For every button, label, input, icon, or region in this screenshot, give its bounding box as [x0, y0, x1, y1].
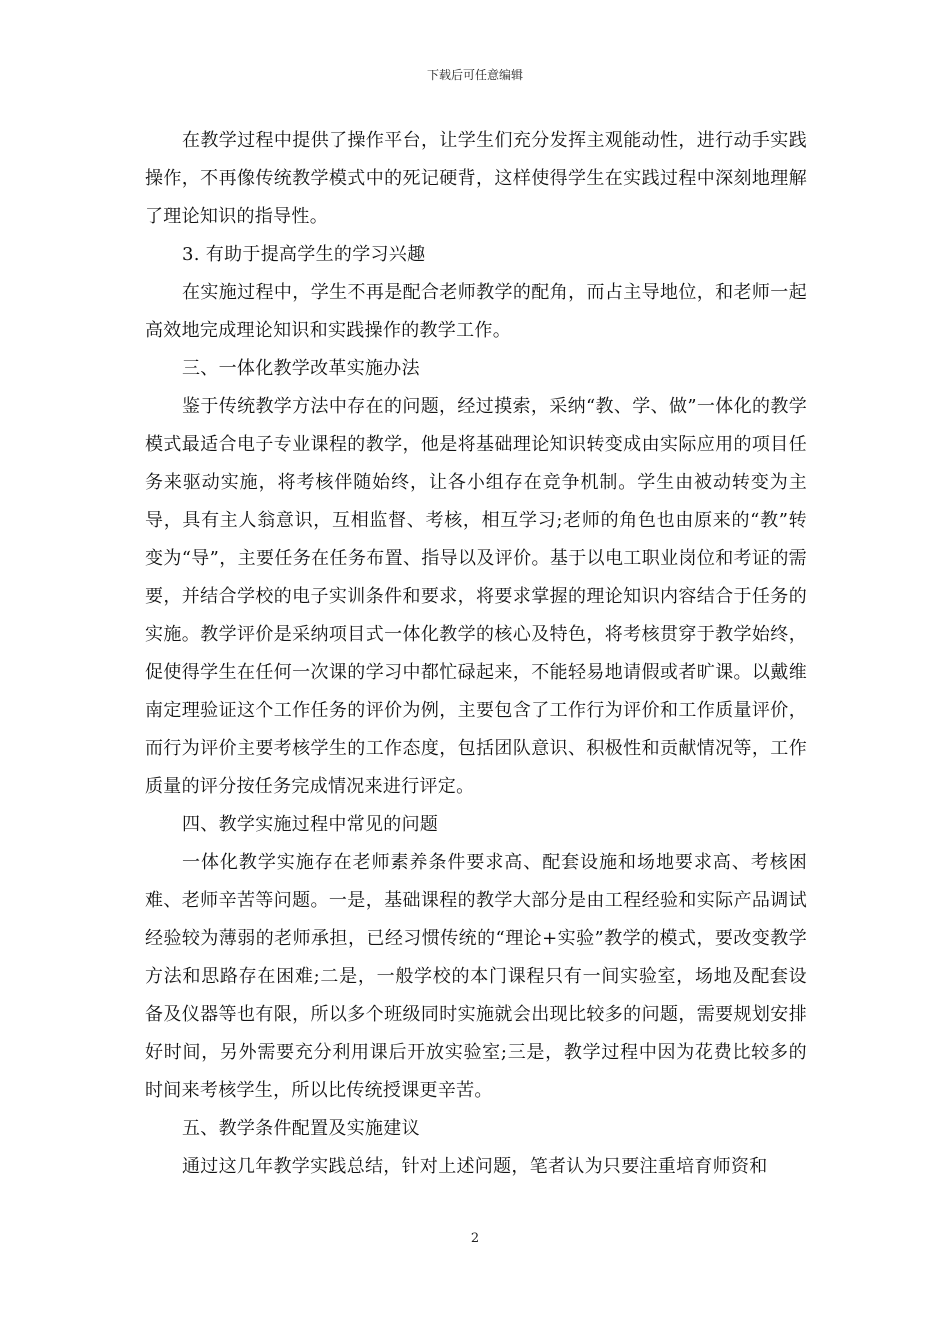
paragraph-practice-platform: 在教学过程中提供了操作平台，让学生们充分发挥主观能动性，进行动手实践操作，不再像传统教学模式中的死记硬背，这样使得学生在实践过程中深刻地理解了理论知识的指导性。 [145, 130, 807, 227]
paragraph-reform-method: 鉴于传统教学方法中存在的问题，经过摸索，采纳“教、学、做”一体化的教学模式最适合电子专业课程的教学，他是将基础理论知识转变成由实际应用的项目任务来驱动实施，将考核伴随始终，让各小组存在竞争机制。学生由被动转变为主导，具有主人翁意识，互相监督、考核，相互学习;老师的角色也由原来的“教”转变为“导”，主要任务在任务布置、指导以及评价。基于以电工职业岗位和考证的需要，并结合学校的电子实训条件和要求，将要求掌握的理论知识内容结合于任务的实施。教学评价是采纳项目式一体化教学的核心及特色，将考核贯穿于教学始终，促使得学生在任何一次课的学习中都忙碌起来，不能轻易地请假或者旷课。以戴维南定理验证这个工作任务的评价为例，主要包含了工作行为评价和工作质量评价，而行为评价主要考核学生的工作态度，包括团队意识、积极性和贡献情况等，工作质量的评分按任务完成情况来进行评定。 [145, 396, 807, 797]
section-heading-5: 五、教学条件配置及实施建议 [182, 1118, 420, 1139]
paragraph-suggestions: 通过这几年教学实践总结，针对上述问题，笔者认为只要注重培育师资和 [182, 1156, 768, 1177]
page-number: 2 [470, 1231, 480, 1246]
section-heading-4: 四、教学实施过程中常见的问题 [182, 814, 439, 835]
section-heading-3: 三、一体化教学改革实施办法 [182, 358, 420, 379]
page-header: 下载后可任意编辑 [426, 68, 523, 82]
subheading-learning-interest: 3. 有助于提高学生的学习兴趣 [182, 244, 426, 265]
paragraph-common-problems: 一体化教学实施存在老师素养条件要求高、配套设施和场地要求高、考核困难、老师辛苦等问题。一是，基础课程的教学大部分是由工程经验和实际产品调试经验较为薄弱的老师承担，已经习惯传统的“理论+实验”教学的模式，要改变教学方法和思路存在困难;二是，一般学校的本门课程只有一间实验室，场地及配套设备及仪器等也有限，所以多个班级同时实施就会出现比较多的问题，需要规划安排好时间，另外需要充分利用课后开放实验室;三是，教学过程中因为花费比较多的时间来考核学生，所以比传统授课更辛苦。 [145, 852, 807, 1101]
document-body [145, 122, 807, 1186]
paragraph-student-role: 在实施过程中，学生不再是配合老师教学的配角，而占主导地位，和老师一起高效地完成理论知识和实践操作的教学工作。 [145, 282, 807, 341]
